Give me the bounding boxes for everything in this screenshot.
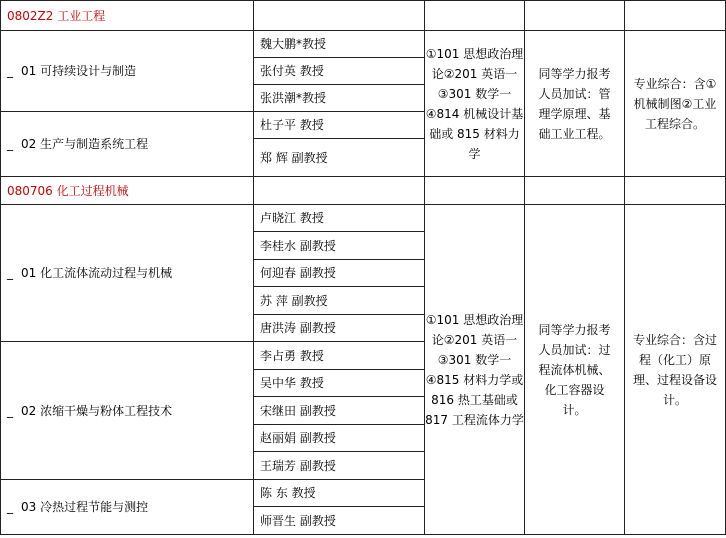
- professor-cell: 唐洪涛 副教授: [254, 315, 425, 342]
- empty-cell: [425, 177, 525, 205]
- professor-cell: 师晋生 副教授: [254, 507, 425, 535]
- direction-name: 01 可持续设计与制造: [21, 64, 137, 78]
- table-row: [1, 205, 726, 232]
- professor-cell: 苏 萍 副教授: [254, 287, 425, 315]
- direction-prefix: _: [7, 64, 13, 78]
- professor-cell: 李占勇 教授: [254, 342, 425, 370]
- empty-cell: [525, 1, 625, 31]
- direction-name: 02 浓缩干燥与粉体工程技术: [21, 403, 173, 418]
- direction-cell: [1, 112, 254, 177]
- direction-cell: [1, 31, 254, 112]
- direction-name: 02 生产与制造系统工程: [21, 137, 149, 151]
- retest-cell: 专业综合：含①机械制图②工业工程综合。: [625, 31, 726, 177]
- empty-cell: [425, 1, 525, 31]
- major-row: [1, 177, 726, 205]
- professor-cell: 郑 辉 副教授: [254, 139, 425, 177]
- major-title: 080706 化工过程机械: [1, 177, 254, 205]
- empty-cell: [625, 1, 726, 31]
- professor-cell: 赵丽娟 副教授: [254, 425, 425, 452]
- direction-prefix: _: [7, 403, 13, 418]
- professor-cell: 王瑞芳 副教授: [254, 452, 425, 480]
- retest-cell: 专业综合：含过程（化工）原理、过程设备设计。: [625, 205, 726, 535]
- direction-cell: [1, 480, 254, 535]
- professor-cell: 张洪潮*教授: [254, 85, 425, 112]
- direction-prefix: _: [7, 266, 13, 280]
- direction-cell: [1, 342, 254, 480]
- professor-cell: 陈 东 教授: [254, 480, 425, 507]
- empty-cell: [525, 177, 625, 205]
- professor-cell: 李桂水 副教授: [254, 232, 425, 260]
- major-row: [1, 1, 726, 31]
- empty-cell: [254, 1, 425, 31]
- table-row: [1, 31, 726, 58]
- professor-cell: 宋继田 副教授: [254, 397, 425, 425]
- direction-prefix: _: [7, 137, 13, 151]
- professor-cell: 何迎春 副教授: [254, 260, 425, 287]
- professor-cell: 卢晓江 教授: [254, 205, 425, 232]
- professor-cell: 吴中华 教授: [254, 370, 425, 397]
- direction-name: 03 冷热过程节能与测控: [21, 500, 149, 514]
- major-title: 0802Z2 工业工程: [1, 1, 254, 31]
- professor-cell: 张付英 教授: [254, 58, 425, 85]
- extra-subjects-cell: 同等学力报考人员加试：管理学原理、基础工业工程。: [525, 31, 625, 177]
- direction-name: 01 化工流体流动过程与机械: [21, 266, 173, 280]
- direction-prefix: _: [7, 500, 13, 514]
- empty-cell: [625, 177, 726, 205]
- exam-subjects-cell: ①101 思想政治理论②201 英语一③301 数学一④814 机械设计基础或 815 材料力学: [425, 31, 525, 177]
- exam-subjects-cell: ①101 思想政治理论②201 英语一③301 数学一④815 材料力学或 816 热工基础或 817 工程流体力学: [425, 205, 525, 535]
- professor-cell: 杜子平 教授: [254, 112, 425, 139]
- extra-subjects-cell: 同等学力报考人员加试：过程流体机械、化工容器设计。: [525, 205, 625, 535]
- direction-cell: [1, 205, 254, 342]
- professor-cell: 魏大鹏*教授: [254, 31, 425, 58]
- empty-cell: [254, 177, 425, 205]
